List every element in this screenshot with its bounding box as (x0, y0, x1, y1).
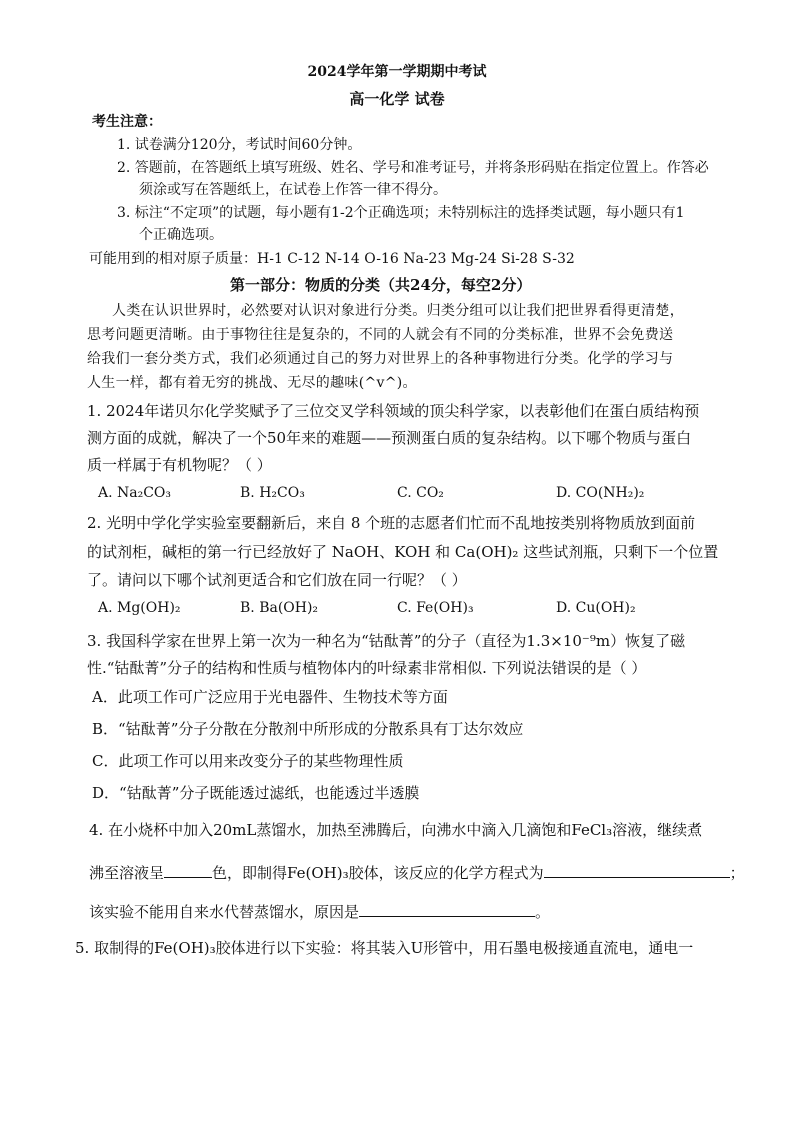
exam-title: 2024学年第一学期期中考试 (307, 64, 487, 80)
q2-option-b: B. Ba(OH)₂ (240, 600, 319, 616)
q3-option-a: A．此项工作可广泛应用于光电器件、生物技术等方面 (92, 688, 448, 706)
q4-color-blank[interactable] (164, 862, 212, 878)
subject-title: 高一化学 试卷 (349, 90, 445, 108)
notice-heading: 考生注意： (92, 114, 162, 130)
q4-reason-blank[interactable] (359, 901, 535, 917)
q3-option-c: C．此项工作可以用来改变分子的某些物理性质 (92, 752, 404, 770)
q4-line-3-suffix: 。 (535, 903, 551, 921)
q2-option-d: D. Cu(OH)₂ (556, 600, 636, 616)
q2-line-1: 2. 光明中学化学实验室要翻新后，来自 8 个班的志愿者们忙而不乱地按类别将物质放到面前 (87, 514, 696, 532)
q3-line-1: 3. 我国科学家在世界上第一次为一种名为“钴酞菁”的分子（直径为1.3×10⁻⁹m）恢复了磁 (87, 632, 686, 650)
q3-option-b: B．“钴酞菁”分子分散在分散剂中所形成的分散系具有丁达尔效应 (92, 720, 524, 738)
q4-line-3 (89, 901, 550, 922)
q1-line-2: 测方面的成就，解决了一个50年来的难题——预测蛋白质的复杂结构。以下哪个物质与蛋白 (87, 429, 692, 447)
notice-item-2: 2. 答题前，在答题纸上填写班级、姓名、学号和准考证号，并将条形码贴在指定位置上。作答必 (117, 160, 709, 176)
q2-line-3: 了。请问以下哪个试剂更适合和它们放在同一行呢？（ ） (87, 571, 467, 589)
q2-line-2: 的试剂柜，碱柜的第一行已经放好了 NaOH、KOH 和 Ca(OH)₂ 这些试剂瓶，只剩下一个位置 (87, 543, 719, 561)
part1-heading: 第一部分：物质的分类（共24分，每空2分） (230, 276, 532, 294)
q1-line-1: 1. 2024年诺贝尔化学奖赋予了三位交叉学科领域的顶尖科学家，以表彰他们在蛋白质结构预 (87, 402, 700, 420)
part1-intro-2: 思考问题更清晰。由于事物往往是复杂的，不同的人就会有不同的分类标准，世界不会免费送 (87, 327, 674, 343)
q1-option-b: B. H₂CO₃ (240, 485, 305, 501)
atomic-masses: 可能用到的相对原子质量：H-1 C-12 N-14 O-16 Na-23 Mg-24 Si-28 S-32 (89, 251, 575, 267)
q2-option-c: C. Fe(OH)₃ (397, 600, 474, 616)
q1-option-c: C. CO₂ (397, 485, 444, 501)
q4-line-3-prefix: 该实验不能用自来水代替蒸馏水，原因是 (89, 903, 360, 921)
q1-option-a: A. Na₂CO₃ (98, 485, 172, 501)
q3-option-d: D．“钴酞菁”分子既能透过滤纸，也能透过半透膜 (92, 784, 420, 802)
q4-line-2-middle: 色，即制得Fe(OH)₃胶体，该反应的化学方程式为 (212, 864, 544, 882)
notice-item-1: 1. 试卷满分120分，考试时间60分钟。 (117, 137, 362, 153)
part1-intro-1: 人类在认识世界时，必然要对认识对象进行分类。归类分组可以让我们把世界看得更清楚， (112, 303, 684, 319)
q4-line-2-prefix: 沸至溶液呈 (89, 864, 165, 882)
q3-line-2: 性.“钴酞菁”分子的结构和性质与植物体内的叶绿素非常相似. 下列说法错误的是（ ） (87, 659, 647, 677)
q2-option-a: A. Mg(OH)₂ (98, 600, 181, 616)
notice-item-3-cont: 个正确选项。 (139, 227, 223, 243)
notice-item-3: 3. 标注“不定项”的试题，每小题有1-2个正确选项；未特别标注的选择类试题，每小题只有1 (117, 205, 685, 221)
notice-item-2-cont: 须涂或写在答题纸上，在试卷上作答一律不得分。 (139, 182, 447, 198)
q1-option-d: D. CO(NH₂)₂ (556, 485, 645, 501)
q4-line-2-suffix: ； (729, 864, 745, 882)
part1-intro-3: 给我们一套分类方式，我们必须通过自己的努力对世界上的各种事物进行分类。化学的学习与 (87, 351, 674, 367)
q4-line-1: 4. 在小烧杯中加入20mL蒸馏水，加热至沸腾后，向沸水中滴入几滴饱和FeCl₃溶液，继续煮 (89, 821, 703, 839)
part1-intro-4: 人生一样，都有着无穷的挑战、无尽的趣味(^v^)。 (87, 375, 417, 391)
q1-line-3: 质一样属于有机物呢？（ ） (87, 456, 272, 474)
q5-line-1: 5. 取制得的Fe(OH)₃胶体进行以下实验：将其装入U形管中，用石墨电极接通直流电，通电一 (75, 939, 694, 957)
q4-line-2 (89, 862, 745, 883)
q4-equation-blank[interactable] (544, 862, 730, 878)
